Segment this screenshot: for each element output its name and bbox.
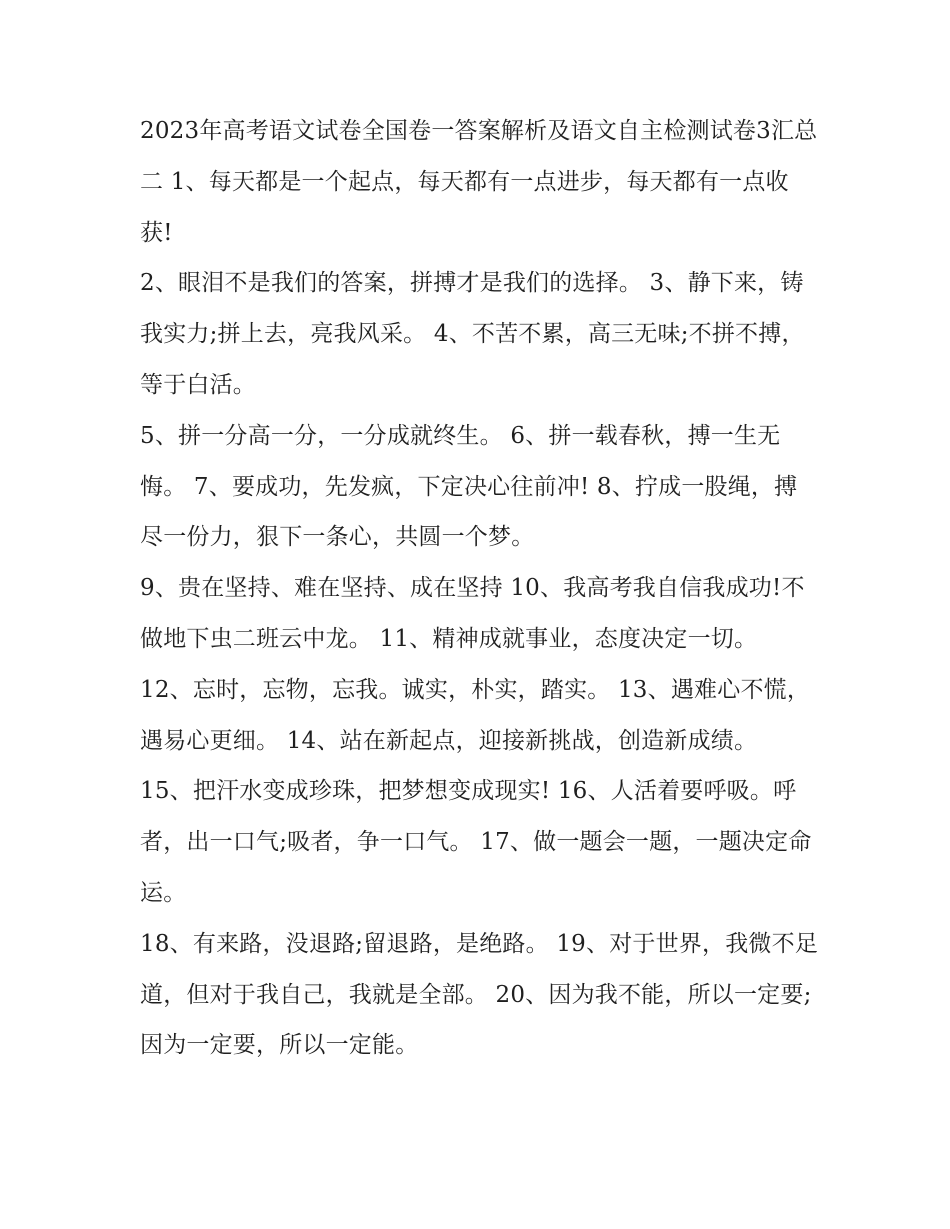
paragraph-4: 9、贵在坚持、难在坚持、成在坚持 10、我高考我自信我成功!不做地下虫二班云中龙。 11、精神成就事业，态度决定一切。 xyxy=(140,575,805,652)
document-body xyxy=(140,106,820,1071)
paragraph-2: 2、眼泪不是我们的答案，拼搏才是我们的选择。 3、静下来，铸我实力;拼上去，亮我风采。 4、不苦不累，高三无味;不拼不搏，等于白活。 xyxy=(140,270,805,398)
paragraph-6: 15、把汗水变成珍珠，把梦想变成现实! 16、人活着要呼吸。呼者，出一口气;吸者，争一口气。 17、做一题会一题，一题决定命运。 xyxy=(140,778,812,906)
paragraph-3: 5、拼一分高一分，一分成就终生。 6、拼一载春秋，搏一生无悔。 7、要成功，先发疯，下定决心往前冲! 8、拧成一股绳，搏尽一份力，狠下一条心，共圆一个梦。 xyxy=(140,422,798,551)
paragraph-1: 2023年高考语文试卷全国卷一答案解析及语文自主检测试卷3汇总二 1、每天都是一个起点，每天都有一点进步，每天都有一点收获! xyxy=(140,118,818,246)
paragraph-7: 18、有来路，没退路;留退路，是绝路。 19、对于世界，我微不足道，但对于我自己，我就是全部。 20、因为我不能，所以一定要;因为一定要，所以一定能。 xyxy=(140,930,818,1059)
paragraph-5: 12、忘时，忘物，忘我。诚实，朴实，踏实。 13、遇难心不慌，遇易心更细。 14、站在新起点，迎接新挑战，创造新成绩。 xyxy=(140,676,811,754)
